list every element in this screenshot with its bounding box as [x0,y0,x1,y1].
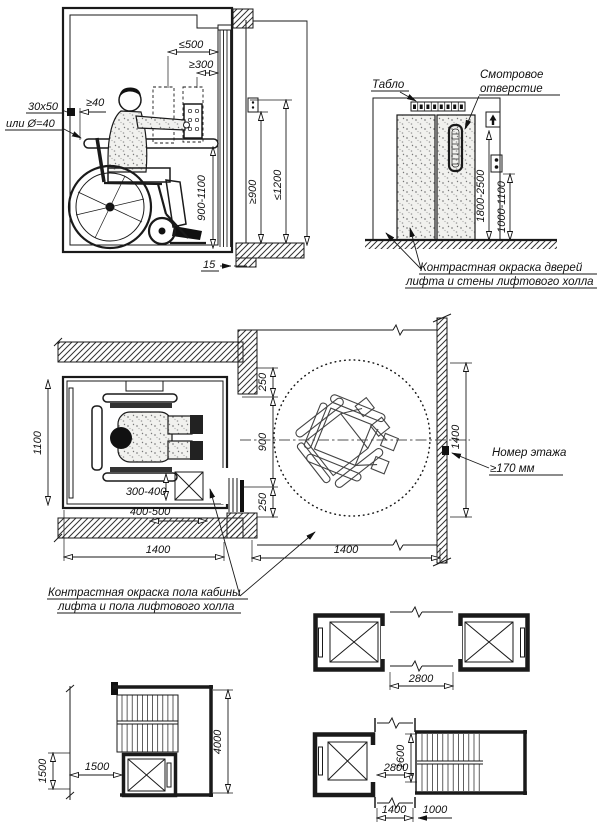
dim-sill-gap: 15 [203,259,216,271]
dim-cab-depth: 1400 [145,544,171,556]
reach-zone [153,87,174,143]
dim-door-width: 900 [257,432,269,452]
dim-wall-top: 250 [257,372,269,392]
label-rail-section: 30x50 [28,101,58,113]
head [110,427,132,449]
dim-hall-depth: 1400 [450,424,462,450]
label-floor-number-size: ≥170 мм [490,463,535,475]
door-tracks [218,25,232,247]
wheel [103,394,177,402]
shaft-wall-top [58,342,243,362]
stair-flights [117,695,178,752]
door-jamb-top [238,330,257,394]
dim-hall-width: 1400 [333,544,359,556]
label-rail-alt: или Ø=40 [6,118,55,130]
door-leaf-left [397,115,435,240]
cab-plan [32,330,278,561]
dim-call-min: ≥900 [247,179,259,205]
handrail [84,139,218,148]
dim-wall-bottom: 250 [257,492,269,512]
opposed-lifts-plan [316,607,528,690]
label-viewing-window-2: отверстие [480,83,543,95]
label-contrast-floor-2: лифта и пола лифтового холла [58,601,235,613]
left-shaft [316,616,383,670]
dim-passage-1400: 1400 [381,804,407,816]
hall-wall [437,318,447,563]
up-arrow-icon [490,115,497,126]
front-view [365,69,597,288]
hand [184,122,190,128]
stair-lift-plan [37,682,233,800]
dim-corridor-2800: 2800 [383,762,409,774]
wall-section [233,9,253,28]
stair-flights [417,734,483,791]
dim-reach-depth: ≤500 [178,39,204,51]
right-shaft [461,616,528,670]
lift-shaft [124,755,176,796]
arm [136,116,185,130]
label-floor-number: Номер этажа [492,447,567,459]
hair [119,87,141,98]
foot [190,441,203,460]
lift-stair-plan [315,718,527,822]
turning-circle [274,360,430,516]
floor-number-sign [442,446,449,455]
dim-rail-clearance: ≥40 [86,97,105,109]
label-tablo: Табло [372,79,405,91]
wheelchair-user-plan [92,381,203,481]
dim-panel-wall: ≥300 [188,59,214,71]
hall-floor-section [236,243,304,258]
direction-indicator [486,112,500,127]
reach-zone [183,87,203,142]
label-viewing-window: Смотровое [480,69,544,81]
hall-plan [240,314,566,566]
backrest [92,406,102,470]
dim-call-max: ≤1200 [272,169,284,201]
dim-indicator-height: 1800-2500 [475,169,487,223]
dim-rail-height: 900-1100 [196,175,208,221]
label-contrast-doors: Контрастная окраска дверей [420,262,583,274]
handrail-section [67,108,75,116]
dim-cab-width: 1100 [32,431,44,455]
foot [190,415,203,434]
indicator-panel [411,102,465,111]
label-contrast-floor: Контрастная окраска пола кабины [48,587,241,599]
side-view [5,8,307,271]
handrail-plan [69,388,73,498]
dim-landing-depth: 1500 [37,758,49,784]
dim-corridor-2800: 2800 [408,673,434,685]
door-leaf [240,480,244,512]
dim-flight-1000: 1000 [422,804,448,816]
dim-block-depth: 4000 [212,729,224,755]
dim-call-height: 1000-1100 [496,181,508,233]
dim-flight-width: 1600 [395,744,407,770]
dim-panel-zone-depth: 300-400 [125,486,167,498]
label-contrast-doors-2: лифта и стены лифтового холла [406,276,594,288]
dim-panel-zone-width: 400-500 [129,506,171,518]
control-panel [184,104,202,138]
door-jamb-bottom [227,513,257,538]
control-panel-zone [175,472,203,500]
dim-landing-width: 1500 [84,761,110,773]
